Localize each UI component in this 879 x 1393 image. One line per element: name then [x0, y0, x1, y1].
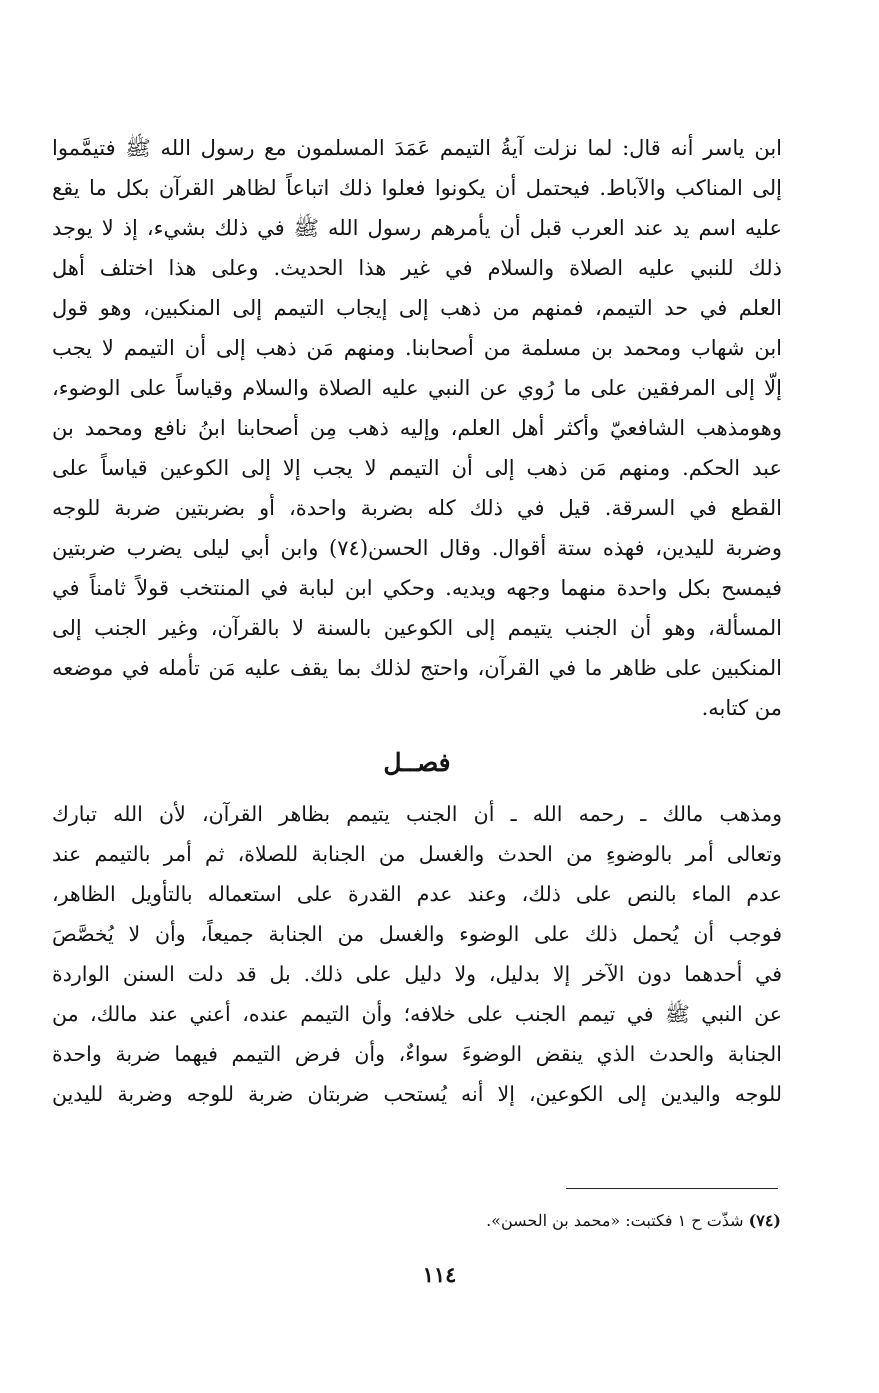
text-line: وضربة لليدين، فهذه ستة أقوال. وقال الحسن(٧٤) وابن أبي ليلى يضرب ضربتين — [52, 536, 782, 560]
text-line: عبد الحكم. ومنهم مَن ذهب إلى أن التيمم لا يجب إلا إلى الكوعين قياساً على — [52, 456, 782, 480]
text-line: عدم الماء بالنص على ذلك، وعند عدم القدرة على استعماله بالتأويل الظاهر، — [52, 882, 782, 906]
text-line: عليه اسم يد عند العرب قبل أن يأمرهم رسول الله ﷺ في ذلك بشيء، إذ لا يوجد — [52, 216, 782, 240]
text-line: وهومذهب الشافعيّ وأكثر أهل العلم، وإليه ذهب مِن أصحابنا ابنُ نافع ومحمد بن — [52, 416, 782, 440]
text-line: عن النبي ﷺ في تيمم الجنب على خلافه؛ وأن التيمم عنده، أعني عند مالك، من — [52, 1002, 782, 1026]
paragraph-2 — [52, 794, 782, 1114]
text-line: المسألة، وهو أن الجنب يتيمم إلى الكوعين بالسنة لا بالقرآن، وغير الجنب إلى — [52, 616, 782, 640]
footnote-text: شذّت ح ١ فكتبت: «محمد بن الحسن». — [486, 1211, 744, 1230]
text-line: الجنابة والحدث الذي ينقض الوضوءَ سواءٌ، وأن فرض التيمم فيهما ضربة واحدة — [52, 1042, 782, 1066]
text-line: من كتابه. — [701, 696, 782, 720]
page-body — [52, 128, 782, 1114]
page-number: ١١٤ — [422, 1262, 457, 1287]
footnote — [486, 1208, 781, 1234]
text-line: وتعالى أمر بالوضوءِ من الحدث والغسل من الجنابة للصلاة، ثم أمر بالتيمم عند — [52, 842, 782, 866]
section-heading: فصــل — [383, 748, 451, 777]
text-line: فيمسح بكل واحدة منهما وجهه ويديه. وحكي ابن لبابة في المنتخب قولاً ثامناً في — [52, 576, 782, 600]
text-line: المنكبين على ظاهر ما في القرآن، واحتج لذلك بما يقف عليه مَن تأمله في موضعه — [52, 656, 782, 680]
text-line: إلّا إلى المرفقين على ما رُوي عن النبي عليه الصلاة والسلام وقياساً على الوضوء، — [52, 376, 782, 400]
text-line: فوجب أن يُحمل ذلك على الوضوء والغسل من الجنابة جميعاً، وأن لا يُخصَّصَ — [52, 922, 782, 946]
footnote-divider — [566, 1188, 778, 1189]
text-line: ومذهب مالك ـ رحمه الله ـ أن الجنب يتيمم بظاهر القرآن، لأن الله تبارك — [52, 802, 782, 826]
text-line: العلم في حد التيمم، فمنهم من ذهب إلى إيجاب التيمم إلى المنكبين، وهو قول — [52, 296, 782, 320]
text-line: القطع في السرقة. قيل في ذلك كله بضربة واحدة، أو بضربتين ضربة للوجه — [52, 496, 782, 520]
text-line: للوجه واليدين إلى الكوعين، إلا أنه يُستحب ضربتان ضربة للوجه وضربة لليدين — [52, 1082, 782, 1106]
paragraph-1 — [52, 128, 782, 728]
text-line: في أحدهما دون الآخر إلا بدليل، ولا دليل على ذلك. بل قد دلت السنن الواردة — [52, 962, 782, 986]
text-line: ذلك للنبي عليه الصلاة والسلام في غير هذا الحديث. وعلى هذا اختلف أهل — [52, 256, 782, 280]
text-line: ابن ياسر أنه قال: لما نزلت آيةُ التيمم عَمَدَ المسلمون مع رسول الله ﷺ فتيمَّموا — [52, 136, 782, 160]
text-line: إلى المناكب والآباط. فيحتمل أن يكونوا فعلوا ذلك اتباعاً لظاهر القرآن بكل ما يقع — [52, 176, 782, 200]
footnote-number: (٧٤) — [748, 1211, 781, 1230]
text-line: ابن شهاب ومحمد بن مسلمة من أصحابنا. ومنهم مَن ذهب إلى أن التيمم لا يجب — [52, 336, 782, 360]
